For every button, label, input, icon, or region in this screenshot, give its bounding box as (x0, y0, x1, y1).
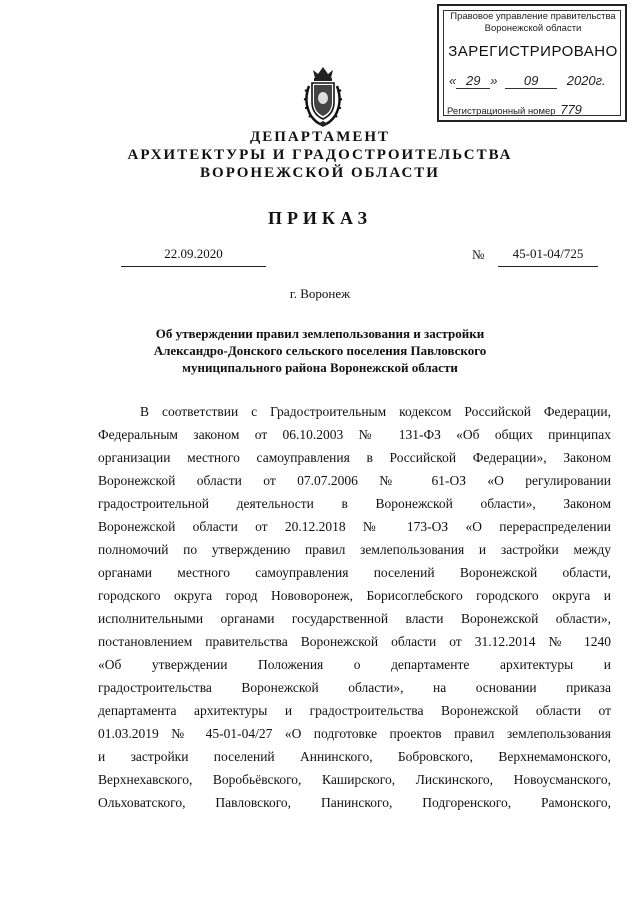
body-line: Верхнехавского, Воробьёвского, Каширского, Лискинского, Новоусманского, (98, 772, 611, 787)
city: г. Воронеж (289, 286, 351, 301)
dept-line-2: АРХИТЕКТУРЫ И ГРАДОСТРОИТЕЛЬСТВА (127, 147, 513, 163)
body-line: Ольховатского, Павловского, Панинского, Подгоренского, Рамонского, (98, 795, 611, 810)
document-type: ПРИКАЗ (267, 208, 373, 228)
department-heading (0, 128, 640, 182)
body-line: 01.03.2019 № 45-01-04/27 «О подготовке проектов правил землепользования (98, 726, 611, 741)
stamp-reg-label: Регистрационный номер (447, 106, 556, 117)
order-date: 22.09.2020 (121, 246, 266, 267)
body-line: Воронежской области от 20.12.2018 № 173-ОЗ «О перераспределении (98, 519, 611, 534)
body-line: исполнительными органами государственной власти Воронежской области», (98, 611, 611, 626)
stamp-org-line2: Воронежской области (484, 23, 582, 34)
coat-of-arms-icon (299, 64, 347, 128)
dept-line-3: ВОРОНЕЖСКОЙ ОБЛАСТИ (200, 165, 440, 181)
body-line: и застройки поселений Аннинского, Бобровского, Верхнемамонского, (98, 749, 611, 764)
body-line: градостроительной деятельности в Воронежской области», Законом (98, 496, 611, 511)
stamp-date-year: 2020г. (566, 73, 606, 88)
body-line: Федеральным законом от 06.10.2003 № 131-ФЗ «Об общих принципах (98, 427, 611, 442)
order-subject (0, 325, 640, 376)
stamp-reg-value: 779 (560, 102, 582, 117)
body-line: органами местного самоуправления поселений Воронежской области, (98, 565, 611, 580)
stamp-date-day: 29 (456, 73, 490, 89)
body-line: градостроительства Воронежской области», на основании приказа (98, 680, 611, 695)
body-line: департамента архитектуры и градостроительства Воронежской области от (98, 703, 611, 718)
stamp-date-month: 09 (505, 73, 557, 89)
body-line: городского округа город Нововоронеж, Борисоглебского городского округа и (98, 588, 611, 603)
dept-line-1: ДЕПАРТАМЕНТ (249, 129, 391, 145)
order-number: 45-01-04/725 (498, 246, 598, 267)
stamp-date: « 29 » 09 2020г. (449, 73, 606, 88)
stamp-reg-number (447, 102, 623, 117)
stamp-registered: ЗАРЕГИСТРИРОВАНО (448, 43, 618, 60)
registration-stamp (437, 4, 627, 122)
stamp-org-line1: Правовое управление правительства (450, 11, 616, 22)
body-line: Воронежской области от 07.07.2006 № 61-ОЗ «О регулировании (98, 473, 611, 488)
document-body (98, 400, 611, 814)
subject-line-3: муниципального района Воронежской области (182, 360, 458, 375)
subject-line-2: Александро-Донского сельского поселения Павловского (153, 343, 487, 358)
body-line: полномочий по утверждению правил землепользования и застройки между (98, 542, 611, 557)
body-line: организации местного самоуправления в Российской Федерации», Законом (98, 450, 611, 465)
order-number-label: № (472, 247, 485, 262)
body-line: «Об утверждении Положения о департаменте архитектуры и (98, 657, 611, 672)
subject-line-1: Об утверждении правил землепользования и застройки (155, 326, 485, 341)
body-line: постановлением правительства Воронежской области от 31.12.2014 № 1240 (98, 634, 611, 649)
body-line: В соответствии с Градостроительным кодексом Российской Федерации, (140, 404, 611, 419)
